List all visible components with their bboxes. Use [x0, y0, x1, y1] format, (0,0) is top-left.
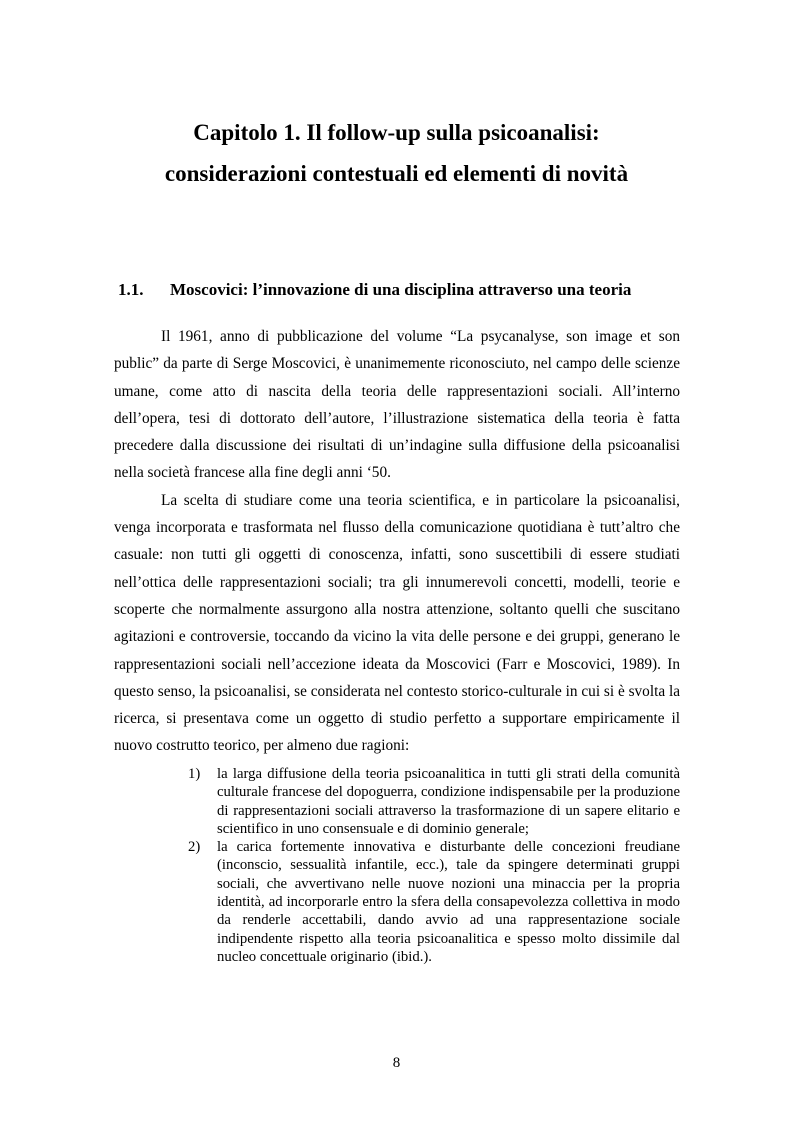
reasons-list: [186, 765, 680, 966]
list-item: [186, 838, 680, 966]
body-text: [114, 323, 680, 760]
page-number: 8: [392, 1055, 401, 1071]
chapter-title: [60, 112, 733, 194]
section-number: 1.1.: [118, 280, 144, 299]
list-item-marker: 1): [188, 766, 201, 782]
list-item-marker: 2): [188, 839, 201, 856]
paragraph: Il 1961, anno di pubblicazione del volume “La psycanalyse, son image et son public” da parte di Serge Moscovici, è unanimemente riconosciuto, nel campo delle scienze umane, come atto di nascita della teoria delle rappresentazioni sociali. All’interno dell’opera, tesi di dottorato dell’autore, l’illustrazione sistematica della teoria è fatta precedere dalla discussione dei risultati di un’indagine sulla diffusione della psicoanalisi nella società francese alla fine degli anni ‘50.: [114, 328, 680, 482]
section-title: Moscovici: l’innovazione di una disciplina attraverso una teoria: [170, 280, 632, 299]
paragraph: La scelta di studiare come una teoria scientifica, e in particolare la psicoanalisi, venga incorporata e trasformata nel flusso della comunicazione quotidiana è tutt’altro che casuale: non tutti gli oggetti di conoscenza, infatti, sono suscettibili di essere studiati nell’ottica delle rappresentazioni sociali; tra gli innumerevoli concetti, modelli, teorie e scoperte che normalmente assurgono alla nostra attenzione, soltanto quelli che suscitano agitazioni e controversie, toccando da vicino la vita delle persone e dei gruppi, generano le rappresentazioni sociali nell’accezione ideata da Moscovici (Farr e Moscovici, 1989). In questo senso, la psicoanalisi, se considerata nel contesto storico-culturale in cui si è svolta la ricerca, si presentava come un oggetto di studio perfetto a supportare empiricamente il nuovo costrutto teorico, per almeno due ragioni:: [114, 491, 680, 755]
list-item-text: la larga diffusione della teoria psicoanalitica in tutti gli strati della comunità culturale francese del dopoguerra, condizione indispensabile per la produzione di rappresentazioni sociali attraverso la trasformazione di un sapere elitario e scientifico in uno consensuale e di dominio generale;: [217, 766, 680, 837]
section-heading: [118, 279, 718, 301]
chapter-title-line-2: considerazioni contestuali ed elementi di novità: [164, 161, 629, 186]
list-item: [186, 765, 680, 838]
chapter-title-line-1: Capitolo 1. Il follow-up sulla psicoanalisi:: [193, 120, 600, 145]
list-item-text: la carica fortemente innovativa e disturbante delle concezioni freudiane (inconscio, sessualità infantile, ecc.), tale da spingere determinati gruppi sociali, che avvertivano nelle nuove nozioni una minaccia per la propria identità, ad incorporarle entro la sfera della consapevolezza collettiva in modo da renderle accettabili, dando avvio ad una rappresentazione sociale indipendente rispetto alla teoria psicoanalitica e spesso molto dissimile dal nucleo concettuale originario (ibid.).: [217, 839, 680, 965]
